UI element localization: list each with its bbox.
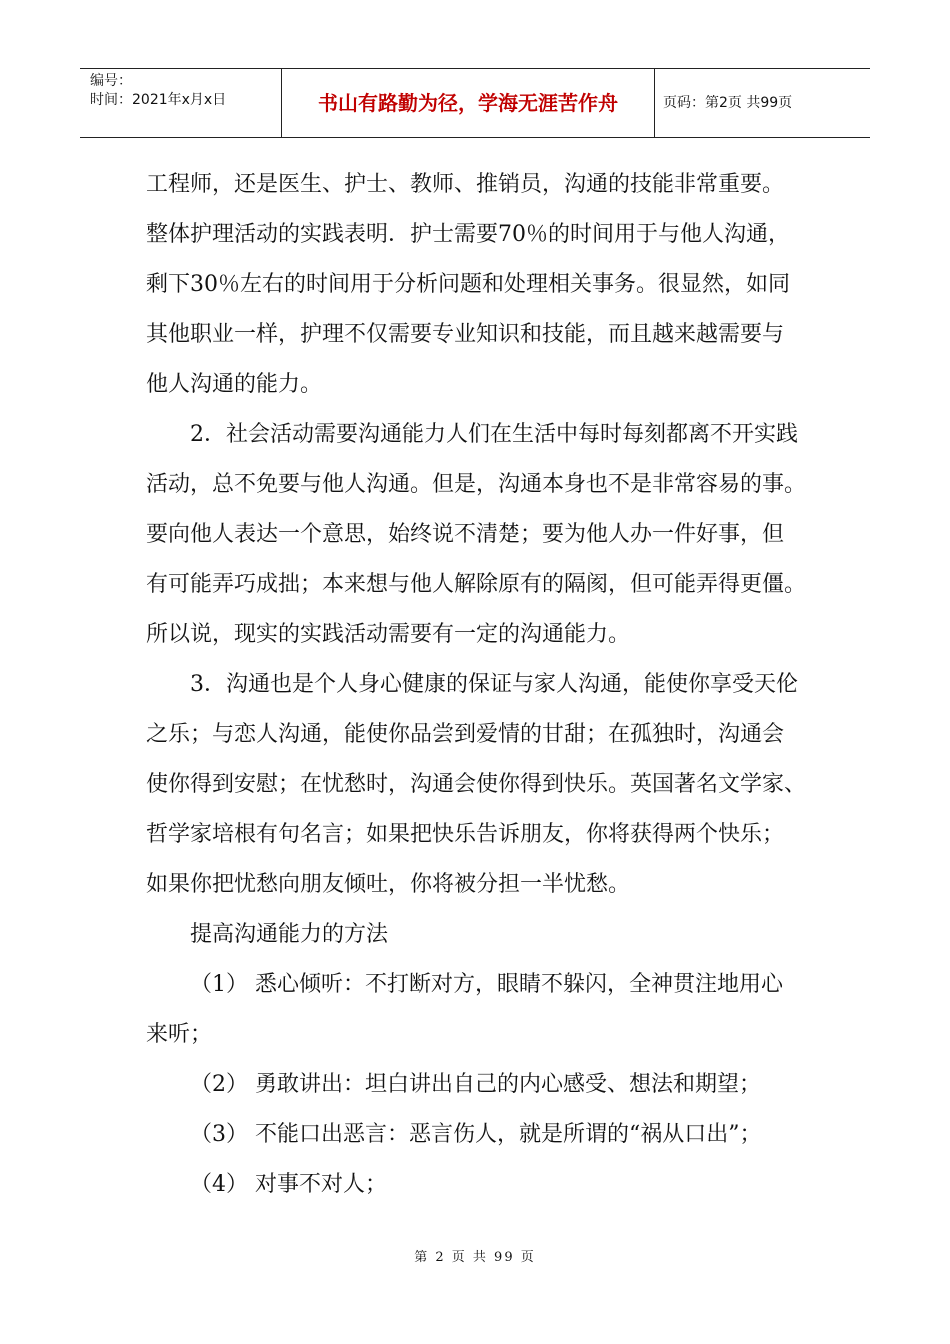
body-line: 哲学家培根有句名言；如果把快乐告诉朋友，你将获得两个快乐；: [146, 822, 785, 847]
list-item: （3） 不能口出恶言：恶言伤人，就是所谓的“祸从口出”；: [190, 1122, 762, 1147]
body-line: 所以说，现实的实践活动需要有一定的沟通能力。: [146, 622, 631, 647]
body-line: 使你得到安慰；在忧愁时，沟通会使你得到快乐。英国著名文学家、: [146, 772, 807, 797]
time-label: 时间：2021年x月x日: [90, 92, 227, 108]
body-line: 他人沟通的能力。: [146, 372, 323, 397]
body-line: 剩下30％左右的时间用于分析问题和处理相关事务。很显然，如同: [146, 272, 790, 297]
document-body: [146, 160, 826, 1210]
list-item: （4） 对事不对人；: [190, 1172, 387, 1197]
list-item-continuation: 来听；: [146, 1022, 213, 1047]
body-line: 如果你把忧愁向朋友倾吐，你将被分担一半忧愁。: [146, 872, 631, 897]
body-line: 有可能弄巧成拙；本来想与他人解除原有的隔阂，但可能弄得更僵。: [146, 572, 807, 597]
page-footer: 第 2 页 共 99 页: [414, 1250, 536, 1265]
page-header: [80, 68, 870, 138]
header-page-info: 页码：第2页 共99页: [663, 95, 793, 111]
body-line: 活动，总不免要与他人沟通。但是，沟通本身也不是非常容易的事。: [146, 472, 807, 497]
body-line: 2．社会活动需要沟通能力人们在生活中每时每刻都离不开实践: [190, 422, 798, 447]
body-line: 其他职业一样，护理不仅需要专业知识和技能，而且越来越需要与: [146, 322, 785, 347]
body-line: 之乐；与恋人沟通，能使你品尝到爱情的甘甜；在孤独时，沟通会: [146, 722, 785, 747]
serial-label: 编号：: [90, 73, 132, 89]
body-line: 整体护理活动的实践表明．护士需要70％的时间用于与他人沟通，: [146, 222, 790, 247]
list-item: （2） 勇敢讲出：坦白讲出自己的内心感受、想法和期望；: [190, 1072, 761, 1097]
body-line: 要向他人表达一个意思，始终说不清楚；要为他人办一件好事，但: [146, 522, 785, 547]
header-motto: 书山有路勤为径，学海无涯苦作舟: [281, 69, 655, 137]
list-item: （1） 悉心倾听：不打断对方，眼睛不躲闪，全神贯注地用心: [190, 972, 783, 997]
body-line: 3．沟通也是个人身心健康的保证与家人沟通，能使你享受天伦: [190, 672, 798, 697]
header-meta: [80, 69, 280, 137]
body-line: 工程师，还是医生、护士、教师、推销员，沟通的技能非常重要。: [146, 172, 785, 197]
section-heading: 提高沟通能力的方法: [190, 922, 389, 947]
